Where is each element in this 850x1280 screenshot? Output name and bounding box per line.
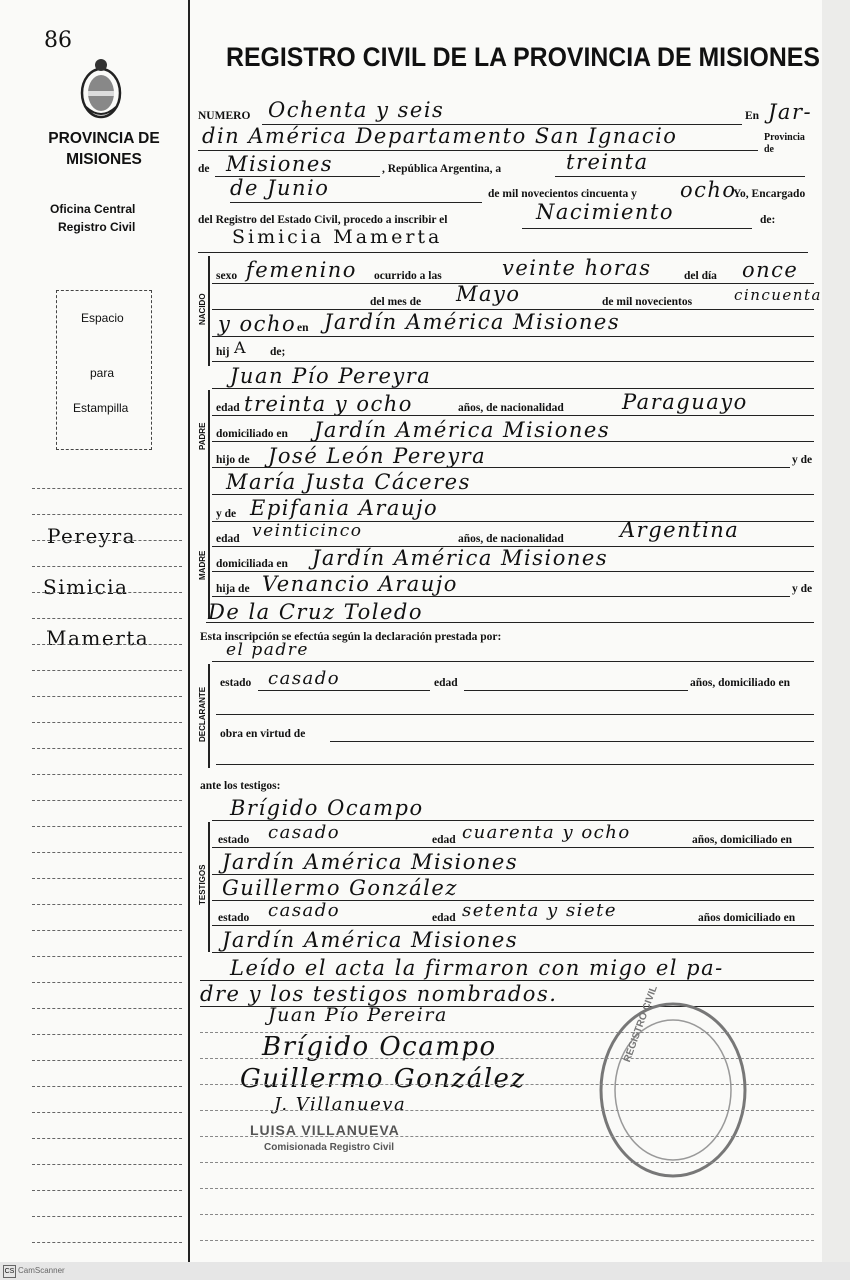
- line: [212, 925, 814, 926]
- line: [212, 874, 814, 875]
- closing-line1: Leído el acta la firmaron con migo el pa-: [230, 956, 724, 980]
- label-edad-madre: edad: [216, 533, 240, 545]
- ruled-line: [200, 1136, 814, 1137]
- scanner-label: CamScanner: [18, 1266, 65, 1275]
- margin-note-surname: Pereyra: [47, 524, 137, 548]
- page-number: 86: [44, 28, 72, 53]
- value-t2-edad: setenta y siete: [462, 900, 617, 921]
- line: [212, 820, 814, 821]
- value-hora: veinte horas: [502, 256, 652, 280]
- margin-ruled-line: [32, 956, 182, 957]
- label-t2-edad: edad: [432, 912, 456, 924]
- line: [198, 252, 808, 253]
- line: [464, 690, 688, 691]
- value-madre-nombre: Epifania Araujo: [250, 496, 439, 520]
- section-label-padre: PADRE: [198, 422, 207, 450]
- label-hijo: hij: [216, 346, 230, 358]
- value-t1-dom: Jardín América Misiones: [222, 850, 519, 874]
- margin-ruled-line: [32, 670, 182, 671]
- section-bar-declarante: [208, 664, 210, 768]
- label-de: de: [198, 163, 210, 175]
- label-anios-nac-madre: años, de nacionalidad: [458, 533, 564, 545]
- ruled-line: [200, 1214, 814, 1215]
- label-y-de-madre: y de: [216, 508, 237, 520]
- value-madre-dom: Jardín América Misiones: [312, 546, 609, 570]
- label-ocurrido: ocurrido a las: [374, 270, 442, 282]
- label-t1-estado: estado: [218, 834, 250, 846]
- value-en: Jar-: [768, 100, 813, 124]
- label-inscripcion: Esta inscripción se efectúa según la declaración prestada por:: [200, 631, 502, 643]
- stamp-label-para: para: [90, 366, 115, 380]
- section-bar-padre: [208, 390, 210, 500]
- margin-ruled-line: [32, 644, 182, 645]
- line: [212, 415, 814, 416]
- value-t1-edad: cuarenta y ocho: [462, 822, 631, 843]
- value-dia: once: [742, 258, 799, 282]
- section-bar-nacido: [208, 256, 210, 366]
- margin-ruled-line: [32, 722, 182, 723]
- line: [522, 228, 752, 229]
- line: [212, 596, 790, 597]
- label-de-semicolon: de;: [270, 346, 286, 358]
- value-anio: cincuenta: [734, 286, 822, 304]
- officer-name: LUISA VILLANUEVA: [250, 1122, 400, 1138]
- section-label-nacido: NACIDO: [198, 293, 207, 325]
- section-bar-testigos: [208, 822, 210, 952]
- value-lugar: Jardín América Misiones: [324, 310, 621, 334]
- line: [212, 952, 814, 953]
- margin-ruled-line: [32, 982, 182, 983]
- value-declarante: el padre: [226, 640, 309, 660]
- label-mil: de mil novecientos: [602, 296, 693, 308]
- margin-ruled-line: [32, 852, 182, 853]
- ruled-line: [200, 1240, 814, 1241]
- ruled-line: [200, 1032, 814, 1033]
- margin-ruled-line: [32, 930, 182, 931]
- ruled-line: [200, 1188, 814, 1189]
- value-place: din América Departamento San Ignacio: [202, 124, 678, 148]
- label-yo: Yo, Encargado: [733, 188, 806, 200]
- line: [216, 714, 814, 715]
- signature-officer: J. Villanueva: [274, 1094, 407, 1115]
- value-madre-edad: veinticinco: [252, 521, 363, 541]
- label-t1-anios: años, domiciliado en: [692, 834, 793, 846]
- value-decl-estado: casado: [268, 668, 341, 689]
- stamp-label-estampilla: Estampilla: [73, 401, 129, 415]
- value-year: ocho: [680, 178, 737, 202]
- label-t1-edad: edad: [432, 834, 456, 846]
- ruled-line: [200, 1162, 814, 1163]
- line: [212, 467, 790, 468]
- ruled-line: [200, 1084, 814, 1085]
- label-testigos: ante los testigos:: [200, 780, 281, 792]
- value-anio-2: y ocho: [218, 312, 297, 336]
- value-padre-edad: treinta y ocho: [244, 392, 413, 416]
- line: [212, 494, 814, 495]
- seal-text: REGISTRO CIVIL: [622, 984, 660, 1064]
- line: [258, 690, 430, 691]
- line: [212, 847, 814, 848]
- value-mes: Mayo: [456, 282, 521, 306]
- margin-ruled-line: [32, 618, 182, 619]
- label-domiciliado: domiciliado en: [216, 428, 288, 440]
- label-provincia: Provincia de: [764, 132, 805, 155]
- margin-ruled-line: [32, 1034, 182, 1035]
- value-t2-estado: casado: [268, 900, 341, 921]
- value-day: treinta: [566, 150, 649, 174]
- value-hijo: A: [234, 338, 248, 357]
- section-label-madre: MADRE: [198, 550, 207, 580]
- line: [212, 336, 814, 337]
- margin-ruled-line: [32, 1086, 182, 1087]
- line: [330, 741, 814, 742]
- label-obra: obra en virtud de: [220, 728, 306, 740]
- scanner-footer: [0, 1262, 850, 1280]
- label-hijo-de: hijo de: [216, 454, 250, 466]
- margin-ruled-line: [32, 800, 182, 801]
- label-domiciliada: domiciliada en: [216, 558, 288, 570]
- label-de-colon: de:: [760, 214, 776, 226]
- value-abuelo-p: José León Pereyra: [268, 444, 487, 468]
- page-edge: [822, 0, 850, 1262]
- line: [198, 150, 758, 151]
- margin-ruled-line: [32, 514, 182, 515]
- label-anios-nac: años, de nacionalidad: [458, 402, 564, 414]
- value-acto: Nacimiento: [536, 200, 675, 224]
- signature-witness2: Guillermo González: [240, 1064, 526, 1094]
- value-numero: Ochenta y seis: [268, 98, 445, 122]
- label-t2-anios: años domiciliado en: [698, 912, 796, 924]
- line: [230, 202, 482, 203]
- value-padre-dom: Jardín América Misiones: [314, 418, 611, 442]
- coat-of-arms-icon: [78, 55, 124, 126]
- value-testigo1: Brígido Ocampo: [230, 796, 424, 820]
- label-estado: estado: [220, 677, 252, 689]
- margin-ruled-line: [32, 1060, 182, 1061]
- label-t2-estado: estado: [218, 912, 250, 924]
- margin-ruled-line: [32, 696, 182, 697]
- label-registro: del Registro del Estado Civil, procedo a inscribir el: [198, 214, 448, 226]
- margin-ruled-line: [32, 774, 182, 775]
- signature-father: Juan Pío Pereira: [268, 1004, 448, 1026]
- margin-ruled-line: [32, 1164, 182, 1165]
- value-provincia: Misiones: [226, 152, 334, 176]
- margin-ruled-line: [32, 826, 182, 827]
- label-del-mes: del mes de: [370, 296, 422, 308]
- margin-ruled-line: [32, 592, 182, 593]
- label-y-de: y de: [792, 454, 813, 466]
- section-label-testigos: TESTIGOS: [198, 864, 207, 905]
- signature-witness1: Brígido Ocampo: [262, 1032, 497, 1062]
- margin-note-name: Simicia: [43, 575, 129, 599]
- office-line2: Registro Civil: [58, 220, 136, 234]
- value-padre-nac: Paraguayo: [622, 390, 748, 414]
- label-edad: edad: [216, 402, 240, 414]
- margin-ruled-line: [32, 488, 182, 489]
- section-label-declarante: DECLARANTE: [198, 686, 207, 742]
- label-edad-decl: edad: [434, 677, 458, 689]
- label-republica: , República Argentina, a: [382, 163, 502, 175]
- margin-ruled-line: [32, 566, 182, 567]
- province-heading: PROVINCIA DE MISIONES: [48, 130, 160, 168]
- margin-ruled-line: [32, 540, 182, 541]
- stamp-label-espacio: Espacio: [81, 311, 124, 325]
- margin-note-middle: Mamerta: [46, 626, 150, 650]
- value-t1-estado: casado: [268, 822, 341, 843]
- line: [212, 388, 814, 389]
- line: [212, 661, 814, 662]
- value-madre-nac: Argentina: [620, 518, 740, 542]
- page-title: REGISTRO CIVIL DE LA PROVINCIA DE MISIONES: [226, 42, 820, 72]
- officer-title: Comisionada Registro Civil: [264, 1142, 395, 1153]
- value-abuela-m: De la Cruz Toledo: [208, 600, 423, 624]
- line: [555, 176, 805, 177]
- margin-ruled-line: [32, 1242, 182, 1243]
- label-y-de-m: y de: [792, 583, 813, 595]
- margin-ruled-line: [32, 878, 182, 879]
- line: [200, 980, 814, 981]
- value-sexo: femenino: [246, 258, 357, 282]
- line: [216, 764, 814, 765]
- line: [212, 361, 814, 362]
- office-line1: Oficina Central: [50, 202, 136, 216]
- margin-ruled-line: [32, 1112, 182, 1113]
- scanner-logo-icon: CS: [3, 1265, 16, 1278]
- value-month: de Junio: [230, 176, 330, 200]
- label-sexo: sexo: [216, 270, 238, 282]
- label-numero: NUMERO: [198, 110, 251, 122]
- column-divider: [188, 0, 190, 1262]
- margin-ruled-line: [32, 1008, 182, 1009]
- margin-ruled-line: [32, 1190, 182, 1191]
- margin-ruled-line: [32, 1216, 182, 1217]
- label-en2: en: [297, 322, 309, 334]
- official-seal: [598, 984, 748, 1185]
- label-hija-de: hija de: [216, 583, 250, 595]
- margin-ruled-line: [32, 748, 182, 749]
- ruled-line: [200, 1110, 814, 1111]
- label-del-dia: del día: [684, 270, 717, 282]
- value-testigo2: Guillermo González: [222, 876, 458, 900]
- closing-line2: dre y los testigos nombrados.: [200, 982, 558, 1006]
- label-en: En: [745, 110, 760, 122]
- margin-ruled-line: [32, 904, 182, 905]
- label-year: de mil novecientos cincuenta y: [488, 188, 637, 200]
- value-nombre: Simicia Mamerta: [232, 226, 443, 248]
- value-t2-dom: Jardín América Misiones: [222, 928, 519, 952]
- line: [212, 441, 814, 442]
- value-padre-nombre: Juan Pío Pereyra: [230, 364, 432, 388]
- label-anios-dom: años, domiciliado en: [690, 677, 791, 689]
- value-abuelo-m: Venancio Araujo: [262, 572, 458, 596]
- margin-ruled-line: [32, 1138, 182, 1139]
- value-abuela-p: María Justa Cáceres: [226, 470, 471, 494]
- line: [206, 622, 814, 623]
- ruled-line: [200, 1058, 814, 1059]
